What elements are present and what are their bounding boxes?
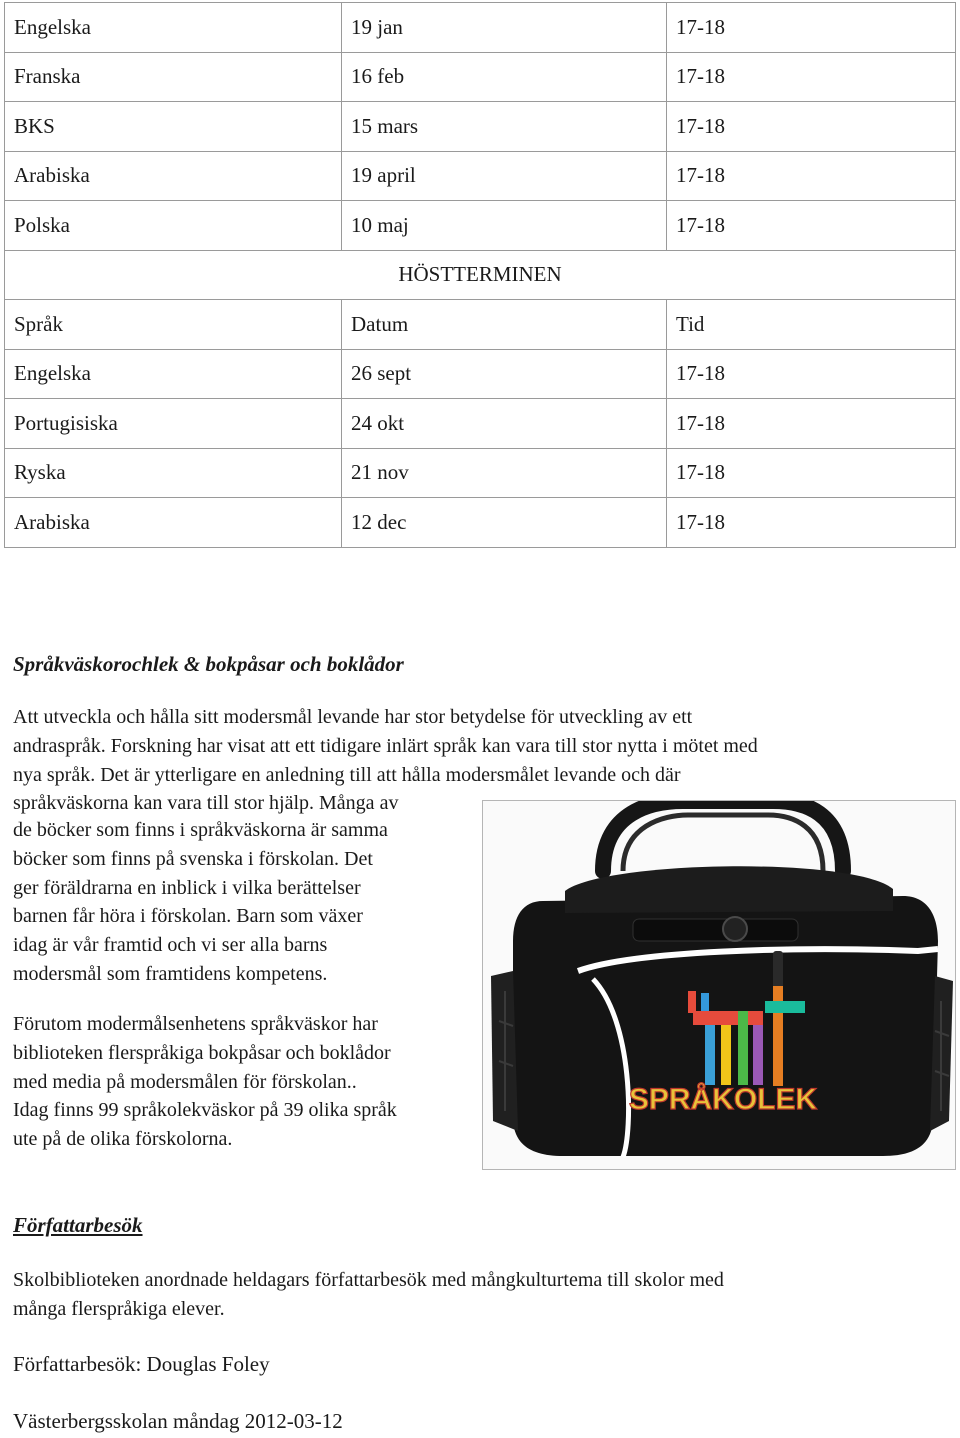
text-line: språkväskorna kan vara till stor hjälp. Många av xyxy=(13,792,399,815)
cell-language: Arabiska xyxy=(5,498,342,548)
schedule-row xyxy=(5,102,956,152)
schedule-row xyxy=(5,349,956,399)
cell-date: 16 feb xyxy=(342,52,667,102)
text-line: modersmål som framtidens kompetens. xyxy=(13,962,328,985)
cell-language: Franska xyxy=(5,52,342,102)
text-line: Förutom modermålsenhetens språkväskor har xyxy=(13,1013,378,1035)
cell-language: Portugisiska xyxy=(5,399,342,449)
cell-date: 12 dec xyxy=(342,498,667,548)
cell-date: 19 april xyxy=(342,151,667,201)
cell-date: 19 jan xyxy=(342,3,667,53)
cell-language: Engelska xyxy=(5,3,342,53)
schedule-table xyxy=(4,2,956,548)
schedule-row xyxy=(5,201,956,251)
bag-illustration xyxy=(483,801,955,1169)
schedule-row xyxy=(5,399,956,449)
header-date: Datum xyxy=(342,300,667,350)
text-line: böcker som finns på svenska i förskolan. Det xyxy=(13,847,373,870)
cell-language: Engelska xyxy=(5,349,342,399)
cell-date: 21 nov xyxy=(342,448,667,498)
term-heading-row xyxy=(5,250,956,300)
text-line: ger föräldrarna en inblick i vilka berättelser xyxy=(13,876,361,899)
cell-time: 17-18 xyxy=(667,498,956,548)
bag-logo-text: SPRÅKOLEK xyxy=(628,1083,818,1116)
sprakolek-bag-photo xyxy=(482,800,956,1170)
cell-language: Arabiska xyxy=(5,151,342,201)
schedule-body xyxy=(5,3,956,548)
cell-time: 17-18 xyxy=(667,151,956,201)
cell-time: 17-18 xyxy=(667,399,956,449)
cell-time: 17-18 xyxy=(667,448,956,498)
cell-time: 17-18 xyxy=(667,349,956,399)
section-heading-sprakvaskor: Språkväskorochlek & bokpåsar och boklådor xyxy=(13,652,404,676)
text-line: nya språk. Det är ytterligare en anledning till att hålla modersmålet levande och där xyxy=(13,763,681,786)
term-heading: HÖSTTERMINEN xyxy=(5,250,956,300)
cell-time: 17-18 xyxy=(667,201,956,251)
text-line: de böcker som finns i språkväskorna är samma xyxy=(13,819,388,841)
text-line: biblioteken flerspråkiga bokpåsar och boklådor xyxy=(13,1041,391,1064)
cell-time: 17-18 xyxy=(667,3,956,53)
text-line: barnen får höra i förskolan. Barn som växer xyxy=(13,905,363,928)
text-line: Skolbiblioteken anordnade heldagars författarbesök med mångkulturtema till skolor med xyxy=(13,1269,724,1291)
header-row xyxy=(5,300,956,350)
text-line: med media på modersmålen för förskolan.. xyxy=(13,1070,357,1093)
cell-time: 17-18 xyxy=(667,102,956,152)
text-line: ute på de olika förskolorna. xyxy=(13,1128,233,1151)
cell-date: 26 sept xyxy=(342,349,667,399)
paragraph-forfattarbesok xyxy=(13,1266,953,1324)
schedule-row xyxy=(5,52,956,102)
header-language: Språk xyxy=(5,300,342,350)
cell-date: 15 mars xyxy=(342,102,667,152)
text-line: många flerspråkiga elever. xyxy=(13,1297,225,1320)
cell-language: Ryska xyxy=(5,448,342,498)
text-line: Att utveckla och hålla sitt modersmål levande har stor betydelse för utveckling av ett xyxy=(13,706,693,728)
cell-date: 24 okt xyxy=(342,399,667,449)
text-line: andraspråk. Forskning har visat att ett tidigare inlärt språk kan vara till stor nytta i mötet med xyxy=(13,734,758,757)
cell-time: 17-18 xyxy=(667,52,956,102)
text-line: idag är vår framtid och vi ser alla barns xyxy=(13,934,328,957)
paragraph-bokpasar xyxy=(13,1010,503,1154)
text-line: Idag finns 99 språkolekväskor på 39 olika språk xyxy=(13,1099,397,1122)
cell-date: 10 maj xyxy=(342,201,667,251)
author-visit-line: Författarbesök: Douglas Foley xyxy=(13,1352,270,1376)
schedule-row xyxy=(5,151,956,201)
header-time: Tid xyxy=(667,300,956,350)
schedule-row xyxy=(5,448,956,498)
cell-language: BKS xyxy=(5,102,342,152)
paragraph-sprakvaskor-continued xyxy=(13,816,493,989)
section-heading-forfattarbesok: Författarbesök xyxy=(13,1213,143,1237)
school-date-line: Västerbergsskolan måndag 2012-03-12 xyxy=(13,1409,343,1433)
schedule-row xyxy=(5,3,956,53)
schedule-row xyxy=(5,498,956,548)
cell-language: Polska xyxy=(5,201,342,251)
